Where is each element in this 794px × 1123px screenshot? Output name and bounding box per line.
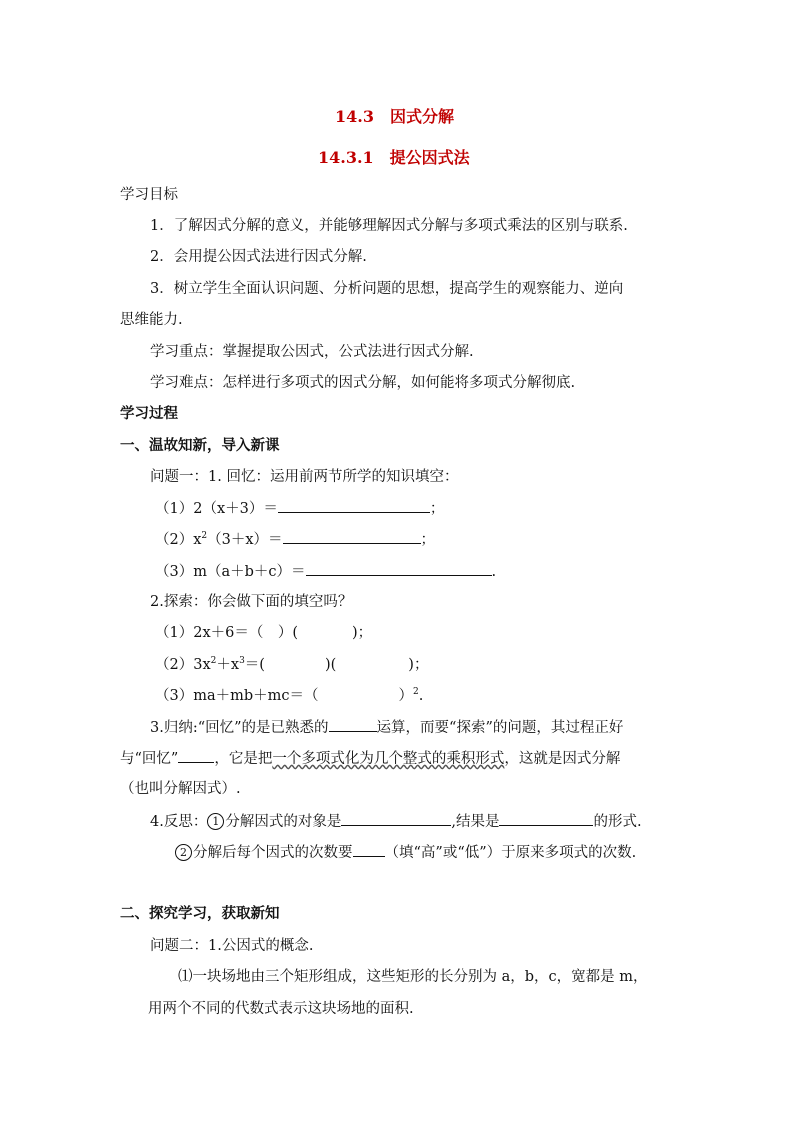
explore-item-2: $(2)3x^2+x^3=$( )( )； <box>155 656 429 673</box>
question2-line1: ⑴一块场地由三个矩形组成，这些矩形的长分别为 a，b，c，宽都是 m， <box>178 969 648 985</box>
circled-number-2: 2 <box>175 844 192 861</box>
reflection-line2: 2 分解后每个因式的次数要 （填“高”或“低”）于原来多项式的次数. <box>175 842 636 863</box>
summary-line3: （也叫分解因式）. <box>120 781 241 797</box>
objective-1: 1．了解因式分解的意义，并能够理解因式分解与多项式乘法的区别与联系. <box>150 218 628 234</box>
objective-2: 2．会用提公因式法进行因式分解. <box>150 249 367 265</box>
objective-3-line1: 3．树立学生全面认识问题、分析问题的思想，提高学生的观察能力、逆向 <box>150 281 624 297</box>
answer-blank[interactable] <box>283 529 421 544</box>
question2-intro: 问题二：1.公因式的概念. <box>150 938 314 954</box>
page-title: 14.3 因式分解 <box>335 107 454 126</box>
reflection-line1: 4.反思： 1 分解因式的对象是 ,结果是 的形式. <box>150 811 642 832</box>
page-subtitle: 14.3.1 提公因式法 <box>318 148 470 167</box>
section2-heading: 二、探究学习，获取新知 <box>120 905 280 922</box>
answer-blank[interactable] <box>306 561 492 576</box>
question2-line2: 用两个不同的代数式表示这块场地的面积. <box>148 1001 414 1017</box>
process-heading: 学习过程 <box>120 405 178 422</box>
answer-blank[interactable] <box>278 498 430 513</box>
q1-item-a: （1）2（x＋3）＝ ； <box>155 498 444 519</box>
summary-line2: 与“回忆” ，它是把一个多项式化为几个整式的乘积形式，这就是因式分解 <box>120 748 620 769</box>
difficulty: 学习难点：怎样进行多项式的因式分解，如何能将多项式分解彻底. <box>150 375 576 391</box>
objective-3-line2: 思维能力. <box>120 312 183 328</box>
q1-item-c: （3）m（a＋b＋c）＝ . <box>155 561 496 582</box>
answer-blank[interactable] <box>178 748 214 763</box>
objectives-heading: 学习目标 <box>120 187 178 203</box>
explore-intro: 2.探索：你会做下面的填空吗？ <box>150 594 353 610</box>
answer-blank[interactable] <box>353 842 385 857</box>
key-point: 学习重点：掌握提取公因式，公式法进行因式分解. <box>150 344 474 360</box>
answer-blank[interactable] <box>341 811 451 826</box>
explore-item-3: （3）ma＋mb＋mc＝（ ）$^2$. <box>155 687 424 704</box>
q1-item-b: $(2)x^2(3+x)=$ ； <box>155 529 435 550</box>
answer-blank[interactable] <box>499 811 593 826</box>
circled-number-1: 1 <box>207 813 224 830</box>
explore-item-1: （1）2x＋6＝（ ）( )； <box>155 625 373 641</box>
question1-intro: 问题一：1. 回忆：运用前两节所学的知识填空： <box>150 469 459 485</box>
section1-heading: 一、温故知新，导入新课 <box>120 437 280 454</box>
summary-line1: 3.归纳:“回忆”的是已熟悉的 运算，而要“探索”的问题，其过程正好 <box>150 717 623 738</box>
answer-blank[interactable] <box>329 717 377 732</box>
